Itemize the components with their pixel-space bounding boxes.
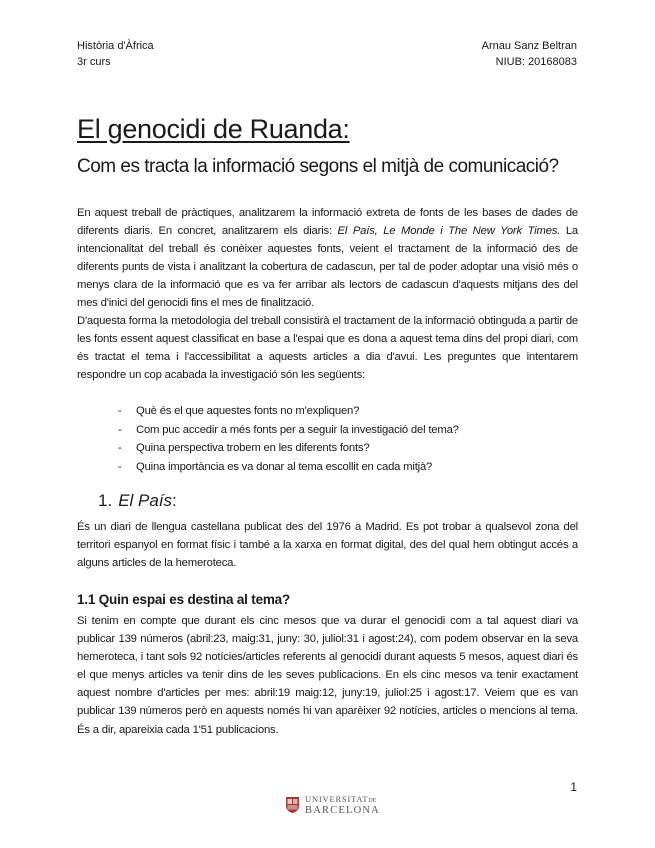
- page-number: 1: [570, 780, 577, 794]
- logo-text: [305, 795, 380, 815]
- questions-list: [118, 402, 459, 476]
- logo-word-de: DE: [368, 798, 377, 804]
- list-item: [118, 439, 459, 458]
- header-right: [482, 38, 577, 70]
- section-title: El País: [118, 491, 173, 510]
- course-year: 3r curs: [77, 56, 111, 68]
- header-left: [77, 38, 154, 70]
- intro-text-part2: La intencionalitat del treball és conèixer aquestes fonts, veient el tractament de la informació des de diferents punts de vista i analitzant la cobertura de cadascun, per tal de poder adoptar una visió més o menys clara de la informació que es va fer arribar als lectors de cadascun d'aquests mitjans des del mes d'inici del genocidi fins el mes de finalització.: [77, 225, 578, 310]
- intro-paragraph-2: D'aquesta forma la metodologia del treball consistirà el tractament de la informació obtinguda a partir de les fonts essent aquest classificat en base a l'espai que es dona a aquest tema dins del propi diari, com és tractat el tema i l'accessibilitat a aquests articles a dia d'avui. Les preguntes que intentarem respondre un cop acabada la investigació són les següents:: [77, 315, 578, 382]
- list-item: [118, 458, 459, 477]
- document-subtitle: Com es tracta la informació segons el mitjà de comunicació?: [77, 156, 559, 177]
- bullet-dash: -: [118, 442, 122, 454]
- bullet-dash: -: [118, 423, 122, 436]
- question-text: Quina importància es va donar al tema escollit en cada mitjà?: [136, 460, 433, 473]
- list-item: [118, 421, 459, 440]
- question-text: Quina perspectiva trobem en les diferents fonts?: [136, 442, 370, 454]
- course-name: Història d'Àfrica: [77, 40, 154, 52]
- section-1-1-paragraph: Si tenim en compte que durant els cinc mesos que va durar el genocidi com a tal aquest diari va publicar 139 números (abril:23, maig:31, juny: 30, juliol:31 i agost:24), com podem observar en la seva hemeroteca, i tant sols 92 notícies/articles referents al genocidi durant aquests 5 mesos, aquest diari és el que menys articles va tenir dins de les seves publicacions. En els cinc mesos va tenir exactament aquest nombre d'articles per mes: abril:19 maig:12, juny:19, juliol:25 i agost:17. Veiem que es van publicar 139 números però en aquests només hi van aparèixer 92 notícies, articles o mencions al tema. És a dir, apareixia cada 1'51 publicacions.: [77, 615, 578, 736]
- section-1-paragraph: És un diari de llengua castellana publicat des del 1976 a Madrid. Es pot trobar a qualsevol zona del territori espanyol en format físic i també a la xarxa en format digital, des del qual hem obtingut accés a alguns articles de la hemeroteca.: [77, 521, 578, 570]
- section-colon: :: [172, 491, 177, 510]
- intro-text-part1: En aquest treball de pràctiques, analitzarem la informació extreta de fonts de les bases de dades de diferents diaris. En concret, analitzarem els diaris:: [77, 207, 578, 238]
- section-1-1-heading: 1.1 Quin espai es destina al tema?: [77, 592, 291, 607]
- list-item: [118, 402, 459, 421]
- bullet-dash: -: [118, 405, 122, 417]
- university-logo: [285, 795, 380, 815]
- bullet-dash: -: [118, 460, 122, 473]
- intro-paragraph-1: [77, 204, 578, 313]
- logo-line-2: BARCELONA: [305, 805, 380, 816]
- university-crest-icon: [285, 796, 300, 814]
- question-text: Què és el que aquestes fonts no m'expliquen?: [136, 405, 360, 417]
- intro-sources-italic: El País, Le Monde i The New York Times.: [337, 225, 561, 238]
- author-name: Arnau Sanz Beltran: [481, 40, 577, 52]
- author-niub: NIUB: 20168083: [495, 56, 577, 68]
- section-number: 1.: [98, 491, 113, 510]
- question-text: Com puc accedir a més fonts per a seguir la investigació del tema?: [136, 423, 459, 436]
- document-title: El genocidi de Ruanda:: [77, 114, 350, 144]
- section-1-heading: [98, 491, 177, 511]
- logo-word-universitat: UNIVERSITAT: [305, 794, 369, 804]
